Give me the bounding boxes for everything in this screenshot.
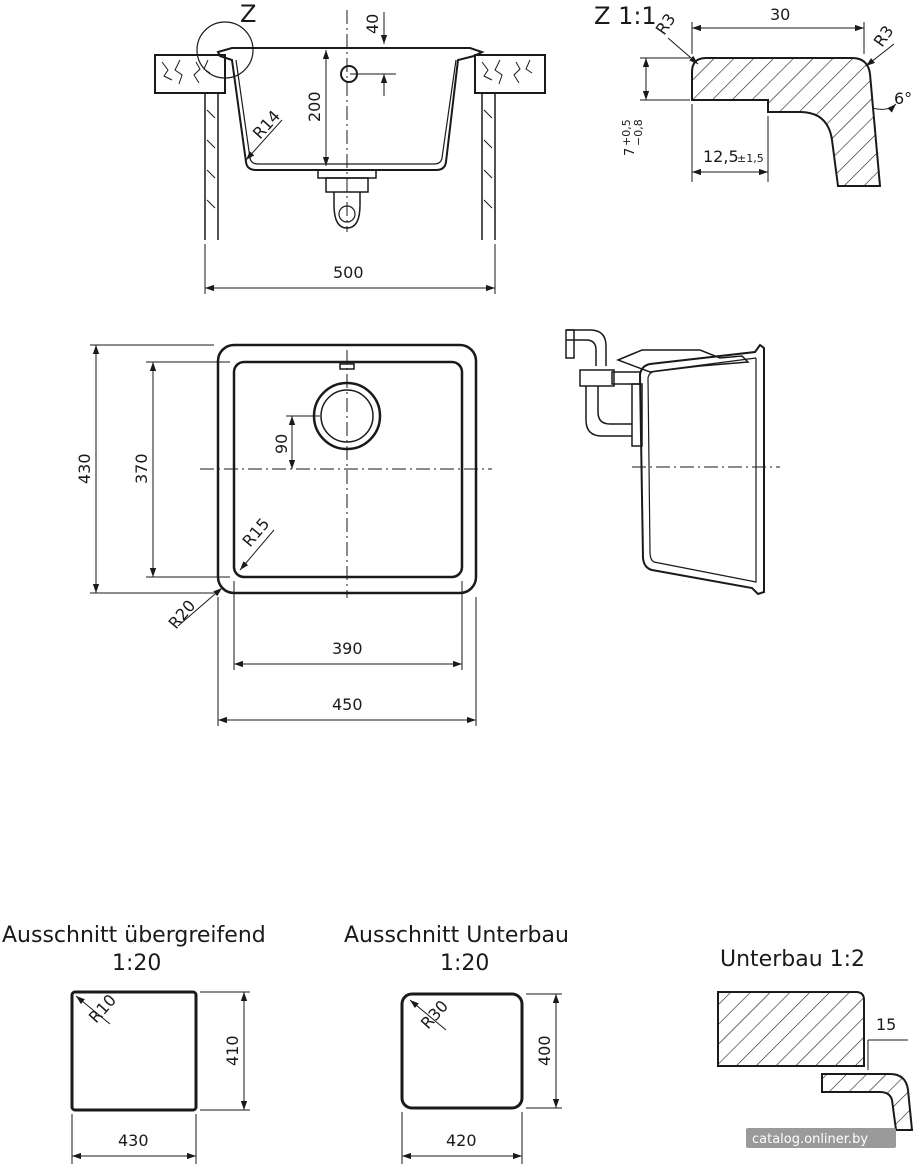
detail-z-profile [692, 58, 880, 186]
cutout-undermount [344, 923, 569, 1164]
cutout-overmount-dim-height: 410 [223, 1035, 242, 1066]
cutout-overmount-scale: 1:20 [112, 951, 162, 976]
plan-r15: R15 [238, 514, 274, 551]
detail-z-angle: 6° [894, 89, 913, 108]
cutout-overmount-radius: R10 [84, 990, 121, 1027]
detail-z-r3-right: R3 [869, 21, 898, 51]
detail-z-title: Z 1:1 [594, 2, 657, 30]
cutout-undermount-scale: 1:20 [440, 951, 490, 976]
dim-500: 500 [333, 263, 364, 282]
cutout-undermount-dim-width: 420 [446, 1131, 477, 1150]
cutout-undermount-shape [402, 994, 522, 1108]
side-view [566, 330, 780, 594]
cutout-undermount-title: Ausschnitt Unterbau [344, 923, 569, 948]
countertop-left [155, 55, 225, 93]
detail-z-label: Z [240, 0, 257, 28]
plan-dim-430: 430 [75, 453, 94, 484]
side-view-bowl [640, 345, 764, 594]
dim-r14: R14 [248, 106, 285, 143]
undermount-detail-title: Unterbau 1:2 [720, 947, 866, 972]
watermark [746, 1128, 896, 1148]
detail-z-dim-7: 7 [623, 147, 638, 156]
undermount-countertop [718, 992, 864, 1066]
section-view [155, 0, 545, 294]
cutout-undermount-radius: R30 [416, 996, 453, 1033]
detail-z-tol-upper: +0,5 [620, 119, 633, 146]
detail-z-r3-left: R3 [651, 9, 680, 39]
plan-dim-90: 90 [272, 433, 291, 454]
cutout-overmount-dim-width: 430 [118, 1131, 149, 1150]
detail-z-dim-12-5-tol: ±1,5 [737, 152, 764, 165]
detail-z [594, 2, 912, 186]
countertop-right [475, 55, 545, 93]
detail-z-dim-30: 30 [770, 5, 791, 24]
cutout-undermount-dim-height: 400 [535, 1035, 554, 1066]
plan-r20: R20 [164, 596, 200, 633]
plan-dim-450: 450 [332, 695, 363, 714]
undermount-detail [718, 947, 912, 1130]
cutout-overmount [2, 923, 266, 1164]
plan-view [75, 345, 492, 726]
cutout-overmount-title: Ausschnitt übergreifend [2, 923, 266, 948]
undermount-sink-rim [822, 1074, 912, 1130]
plan-dim-390: 390 [332, 639, 363, 658]
undermount-detail-dim-15: 15 [876, 1015, 897, 1034]
side-view-siphon [566, 330, 748, 446]
watermark-text: catalog.onliner.by [752, 1132, 869, 1147]
plan-dim-370: 370 [132, 453, 151, 484]
dim-200: 200 [305, 91, 324, 122]
detail-z-dim-12-5: 12,5 [703, 147, 739, 166]
dim-40: 40 [363, 13, 382, 34]
detail-z-tol-lower: −0,8 [632, 119, 645, 146]
